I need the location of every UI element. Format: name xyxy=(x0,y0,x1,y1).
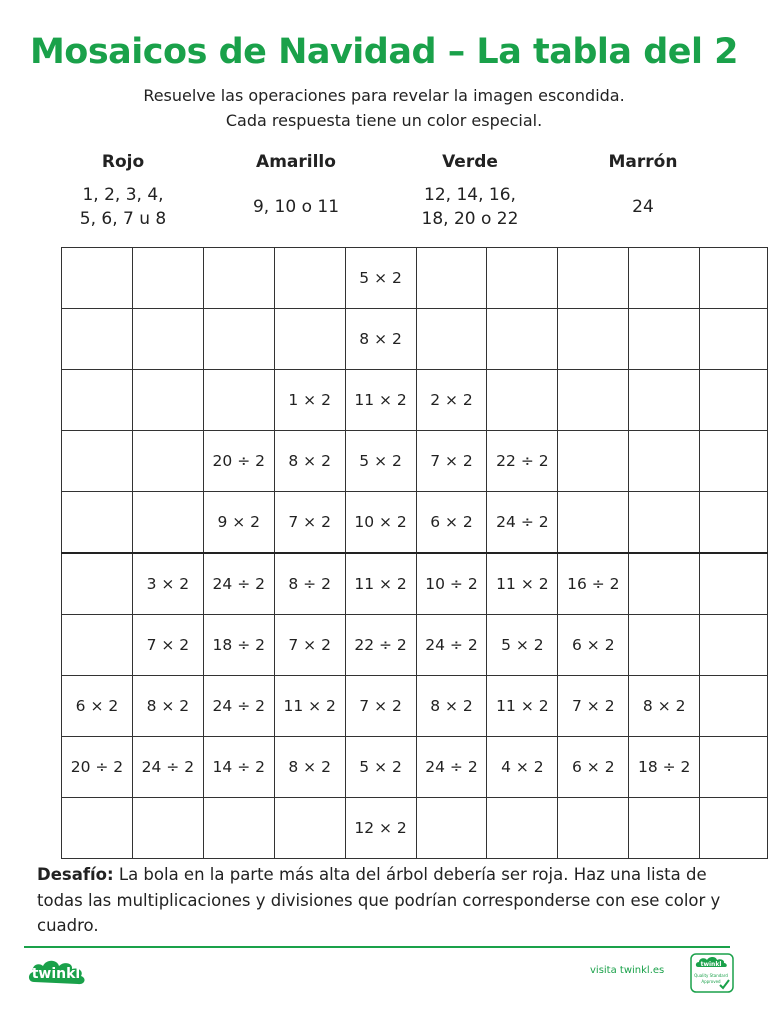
grid-cell[interactable] xyxy=(132,370,203,431)
grid-cell[interactable]: 5 × 2 xyxy=(345,248,416,309)
legend-values-green: 12, 14, 16, 18, 20 o 22 xyxy=(421,185,519,229)
grid-cell[interactable] xyxy=(132,309,203,370)
grid-cell[interactable] xyxy=(416,248,487,309)
grid-cell[interactable] xyxy=(558,492,629,554)
grid-cell[interactable]: 24 ÷ 2 xyxy=(132,737,203,798)
svg-text:Approved: Approved xyxy=(701,979,721,984)
challenge-label: Desafío: xyxy=(37,865,114,884)
grid-cell[interactable] xyxy=(487,370,558,431)
grid-cell[interactable]: 2 × 2 xyxy=(416,370,487,431)
grid-cell[interactable]: 10 ÷ 2 xyxy=(416,553,487,615)
grid-cell[interactable] xyxy=(62,798,133,859)
grid-cell[interactable] xyxy=(274,798,345,859)
grid-cell[interactable] xyxy=(558,431,629,492)
grid-cell[interactable] xyxy=(700,309,768,370)
grid-cell[interactable]: 10 × 2 xyxy=(345,492,416,554)
grid-cell[interactable] xyxy=(203,248,274,309)
grid-cell[interactable]: 8 × 2 xyxy=(416,676,487,737)
grid-cell[interactable] xyxy=(700,676,768,737)
grid-cell[interactable]: 7 × 2 xyxy=(274,615,345,676)
grid-cell[interactable] xyxy=(700,492,768,554)
grid-cell[interactable] xyxy=(558,248,629,309)
grid-cell[interactable] xyxy=(629,370,700,431)
grid-cell[interactable]: 4 × 2 xyxy=(487,737,558,798)
twinkl-logo[interactable] xyxy=(26,956,98,988)
grid-cell[interactable]: 24 ÷ 2 xyxy=(487,492,558,554)
grid-cell[interactable]: 22 ÷ 2 xyxy=(345,615,416,676)
grid-row xyxy=(62,737,768,798)
grid-row xyxy=(62,615,768,676)
grid-cell[interactable] xyxy=(629,431,700,492)
grid-cell[interactable]: 8 × 2 xyxy=(274,431,345,492)
grid-cell[interactable]: 24 ÷ 2 xyxy=(416,737,487,798)
instruction-line-2: Cada respuesta tiene un color especial. xyxy=(225,111,543,130)
grid-cell[interactable]: 11 × 2 xyxy=(487,676,558,737)
grid-cell[interactable] xyxy=(629,309,700,370)
grid-cell[interactable] xyxy=(700,431,768,492)
grid-cell[interactable]: 6 × 2 xyxy=(62,676,133,737)
grid-cell[interactable] xyxy=(62,553,133,615)
grid-cell[interactable] xyxy=(629,615,700,676)
grid-row xyxy=(62,248,768,309)
grid-cell[interactable] xyxy=(629,553,700,615)
legend-values-brown: 24 xyxy=(632,197,654,217)
grid-cell[interactable]: 6 × 2 xyxy=(558,615,629,676)
grid-cell[interactable]: 3 × 2 xyxy=(132,553,203,615)
grid-cell[interactable]: 16 ÷ 2 xyxy=(558,553,629,615)
grid-row xyxy=(62,798,768,859)
footer-divider xyxy=(24,946,730,948)
grid-cell[interactable]: 11 × 2 xyxy=(274,676,345,737)
grid-cell[interactable] xyxy=(132,492,203,554)
grid-cell[interactable] xyxy=(558,309,629,370)
grid-row xyxy=(62,370,768,431)
quality-badge-icon xyxy=(690,953,734,993)
grid-cell[interactable]: 22 ÷ 2 xyxy=(487,431,558,492)
challenge-body: La bola en la parte más alta del árbol debería ser roja. Haz una lista de todas las multiplicaciones y divisiones que podrían corresponderse con ese color y cuadro. xyxy=(37,865,721,935)
grid-cell[interactable] xyxy=(700,370,768,431)
visit-link[interactable]: visita twinkl.es xyxy=(590,965,665,976)
legend-color-yellow: Amarillo xyxy=(256,152,336,172)
grid-cell[interactable] xyxy=(487,798,558,859)
grid-cell[interactable]: 6 × 2 xyxy=(416,492,487,554)
grid-cell[interactable] xyxy=(629,492,700,554)
grid-cell[interactable] xyxy=(558,798,629,859)
grid-cell[interactable] xyxy=(62,431,133,492)
logo-text: twinkl xyxy=(31,966,81,982)
grid-cell[interactable]: 5 × 2 xyxy=(345,431,416,492)
grid-cell[interactable]: 24 ÷ 2 xyxy=(203,553,274,615)
grid-cell[interactable] xyxy=(700,553,768,615)
grid-cell[interactable]: 7 × 2 xyxy=(345,676,416,737)
grid-cell[interactable]: 8 × 2 xyxy=(132,676,203,737)
legend-values-red: 1, 2, 3, 4, 5, 6, 7 u 8 xyxy=(79,185,167,229)
grid-cell[interactable] xyxy=(132,798,203,859)
grid-cell[interactable] xyxy=(62,492,133,554)
grid-cell[interactable]: 8 × 2 xyxy=(274,737,345,798)
grid-cell[interactable] xyxy=(203,309,274,370)
grid-cell[interactable] xyxy=(62,248,133,309)
grid-cell[interactable] xyxy=(629,248,700,309)
legend-color-green: Verde xyxy=(442,152,498,172)
grid-cell[interactable]: 14 ÷ 2 xyxy=(203,737,274,798)
grid-cell[interactable] xyxy=(62,309,133,370)
grid-cell[interactable]: 12 × 2 xyxy=(345,798,416,859)
grid-cell[interactable]: 1 × 2 xyxy=(274,370,345,431)
grid-cell[interactable]: 8 × 2 xyxy=(345,309,416,370)
grid-cell[interactable]: 7 × 2 xyxy=(416,431,487,492)
grid-row xyxy=(62,676,768,737)
grid-cell[interactable]: 8 ÷ 2 xyxy=(274,553,345,615)
grid-cell[interactable] xyxy=(700,615,768,676)
grid-row xyxy=(62,431,768,492)
grid-cell[interactable] xyxy=(700,248,768,309)
grid-cell[interactable] xyxy=(274,309,345,370)
grid-cell[interactable]: 9 × 2 xyxy=(203,492,274,554)
grid-cell[interactable]: 11 × 2 xyxy=(345,553,416,615)
legend-color-red: Rojo xyxy=(101,152,145,172)
grid-cell[interactable] xyxy=(629,798,700,859)
grid-cell[interactable] xyxy=(203,370,274,431)
grid-cell[interactable] xyxy=(487,309,558,370)
grid-cell[interactable] xyxy=(487,248,558,309)
grid-cell[interactable]: 24 ÷ 2 xyxy=(416,615,487,676)
svg-text:Quality Standard: Quality Standard xyxy=(694,973,728,978)
svg-text:twinkl: twinkl xyxy=(700,961,722,968)
grid-cell[interactable]: 20 ÷ 2 xyxy=(203,431,274,492)
grid-cell[interactable]: 8 × 2 xyxy=(629,676,700,737)
grid-cell[interactable] xyxy=(700,737,768,798)
grid-cell[interactable]: 11 × 2 xyxy=(345,370,416,431)
grid-cell[interactable]: 24 ÷ 2 xyxy=(203,676,274,737)
page-title: Mosaicos de Navidad – La tabla del 2 xyxy=(29,32,739,72)
grid-cell[interactable]: 7 × 2 xyxy=(274,492,345,554)
grid-cell[interactable] xyxy=(274,248,345,309)
grid-row xyxy=(62,553,768,615)
grid-row xyxy=(62,309,768,370)
grid-cell[interactable] xyxy=(558,370,629,431)
grid-cell[interactable] xyxy=(62,615,133,676)
grid-cell[interactable]: 5 × 2 xyxy=(345,737,416,798)
grid-cell[interactable] xyxy=(416,798,487,859)
grid-cell[interactable] xyxy=(62,370,133,431)
instruction-line-1: Resuelve las operaciones para revelar la imagen escondida. xyxy=(143,86,625,105)
mosaic-grid xyxy=(61,247,768,859)
grid-row xyxy=(62,492,768,554)
challenge-text xyxy=(37,862,737,939)
grid-cell[interactable]: 7 × 2 xyxy=(132,615,203,676)
grid-cell[interactable]: 20 ÷ 2 xyxy=(62,737,133,798)
grid-cell[interactable] xyxy=(132,431,203,492)
grid-cell[interactable]: 5 × 2 xyxy=(487,615,558,676)
grid-cell[interactable] xyxy=(700,798,768,859)
grid-cell[interactable] xyxy=(132,248,203,309)
grid-cell[interactable]: 18 ÷ 2 xyxy=(629,737,700,798)
legend-values-yellow: 9, 10 o 11 xyxy=(252,197,340,217)
grid-cell[interactable]: 11 × 2 xyxy=(487,553,558,615)
grid-cell[interactable]: 6 × 2 xyxy=(558,737,629,798)
grid-cell[interactable] xyxy=(203,798,274,859)
grid-cell[interactable]: 18 ÷ 2 xyxy=(203,615,274,676)
grid-cell[interactable]: 7 × 2 xyxy=(558,676,629,737)
legend-color-brown: Marrón xyxy=(608,152,678,172)
grid-cell[interactable] xyxy=(416,309,487,370)
